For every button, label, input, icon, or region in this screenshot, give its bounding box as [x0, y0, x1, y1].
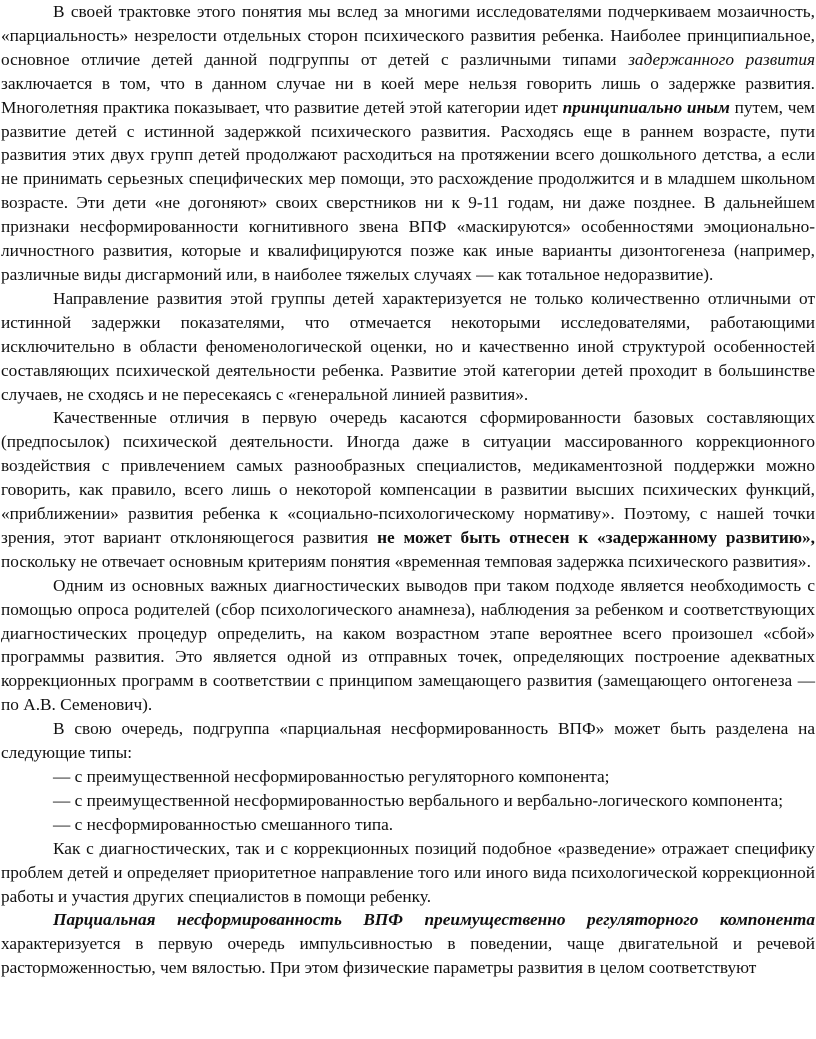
paragraph-6 — [1, 837, 815, 909]
paragraph-1-emphasis-delayed-development: задержанного развития — [628, 49, 815, 69]
list-item-verbal-text: — с преимущественной несформированностью вербального и вербально-логического компонента; — [53, 790, 784, 810]
paragraph-2 — [1, 287, 815, 407]
paragraph-1-text-a: В своей трактовке этого понятия мы вслед за многими исследователями подчеркиваем мозаичность, «парциальность» незрелости отдельных сторон психического развития ребенка. Наиболее принципиальное, основное отличие детей данной подгруппы от детей с различными типами — [1, 2, 815, 69]
paragraph-4-text: Одним из основных важных диагностических выводов при таком подходе является необходимость с помощью опроса родителей (сбор психологического анамнеза), наблюдения за ребенком и соответствующих диагностических процедур определить, на каком возрастном этапе вероятнее всего произошел «сбой» программы развития. Это является одной из отправных точек, определяющих построение адекватных коррекционных программ в соответствии с принципом замещающего развития (замещающего онтогенеза — по А.В. Семенович). — [1, 575, 815, 715]
list-item-verbal — [1, 789, 815, 813]
paragraph-1 — [1, 0, 815, 287]
paragraph-7 — [1, 908, 815, 980]
paragraph-6-text: Как с диагностических, так и с коррекционных позиций подобное «разведение» отражает специфику проблем детей и определяет приоритетное направление того или иного вида психологической коррекционной работы и участия других специалистов в помощи ребенку. — [1, 838, 815, 906]
paragraph-4 — [1, 574, 815, 717]
paragraph-1-text-c: путем, чем развитие детей с истинной задержкой психического развития. Расходясь еще в раннем возрасте, пути развития этих двух групп детей продолжают расходиться на протяжении всего дошкольного детства, а если не принимать серьезных специфических мер помощи, это расхождение продолжится и в младшем школьном возрасте. Эти дети «не догоняют» своих сверстников ни к 9-11 годам, ни даже позднее. В дальнейшем признаки несформированности когнитивного звена ВПФ «маскируются» особенностями эмоционально-личностного развития, которые и квалифицируются позже как иные варианты дизонтогенеза (например, различные виды дисгармоний или, в наиболее тяжелых случаях — как тотальное недоразвитие). — [1, 97, 815, 284]
paragraph-3-text-a: Качественные отличия в первую очередь касаются сформированности базовых составляющих (предпосылок) психической деятельности. Иногда даже в ситуации массированного коррекционного воздействия с привлечением самых разнообразных специалистов, медикаментозной поддержки можно говорить, как правило, всего лишь о некоторой компенсации в развитии высших психических функций, «приближении» развития ребенка к «социально-психологическому нормативу». Поэтому, с нашей точки зрения, этот вариант отклоняющегося развития — [1, 408, 815, 547]
list-item-regulatory-text: — с преимущественной несформированностью регуляторного компонента; — [53, 767, 610, 786]
paragraph-5-text: В свою очередь, подгруппа «парциальная несформированность ВПФ» может быть разделена на следующие типы: — [1, 719, 815, 763]
paragraph-3-emphasis-not-delayed: не может быть отнесен к «задержанному развитию», — [377, 527, 815, 547]
list-item-regulatory — [1, 765, 815, 789]
paragraph-3-text-b: поскольку не отвечает основным критериям понятия «временная темповая задержка психического развития». — [1, 551, 811, 571]
paragraph-3 — [1, 406, 815, 573]
list-item-mixed — [1, 813, 815, 837]
paragraph-2-text: Направление развития этой группы детей характеризуется не только количественно отличными от истинной задержки показателями, что отмечается некоторыми исследователями, работающими исключительно в области феноменологической оценки, но и качественно иной структурой особенностей составляющих психической деятельности ребенка. Развитие этой категории детей проходит в большинстве случаев, не сходясь и не пересекаясь с «генеральной линией развития». — [1, 288, 815, 404]
paragraph-1-text-b: заключается в том, что в данном случае ни в коей мере нельзя говорить лишь о задержке развития. Многолетняя практика показывает, что развитие детей этой категории идет — [1, 73, 815, 117]
paragraph-1-emphasis-fundamentally-different: принципиально иным — [562, 97, 730, 117]
list-item-mixed-text: — с несформированностью смешанного типа. — [53, 814, 394, 834]
paragraph-7-text: характеризуется в первую очередь импульсивностью в поведении, чаще двигательной и речевой расторможенностью, чем вялостью. При этом физические параметры развития в целом соответствуют — [1, 934, 815, 978]
paragraph-7-emphasis-heading: Парциальная несформированность ВПФ преимущественно регуляторного компонента — [53, 910, 815, 930]
paragraph-5 — [1, 717, 815, 765]
